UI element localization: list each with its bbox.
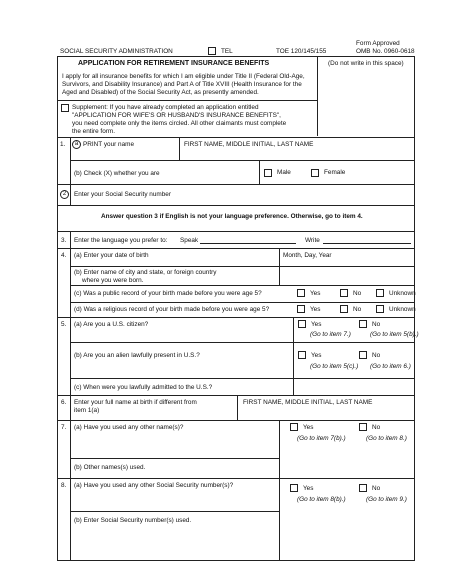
q4c-rule [70,302,414,303]
q5b-yes-checkbox[interactable] [298,351,306,359]
q5b-no-checkbox[interactable] [359,351,367,359]
supplement-checkbox[interactable] [61,104,69,112]
intro-line-2: Survivors, and Disability Insurance) and Part A of Title XVIII (Health Insurance for the [62,81,302,88]
female-checkbox[interactable] [311,169,319,177]
q8a-yes-checkbox[interactable] [290,484,298,492]
supplement-line-4: the entire form. [72,128,115,135]
bottom-border [57,560,415,561]
male-checkbox[interactable] [264,169,272,177]
q4d-label: (d) Was a religious record of your birth made before you were age 5? [74,306,270,313]
intro-rule [57,100,317,101]
intro-line-1: I apply for all insurance benefits for which I am eligible under Title II (Federal Old-Age, [62,73,305,80]
q5a-no-label: No [372,321,381,328]
q5-rule [57,395,414,396]
q5a-rule [70,342,414,343]
q4-rule [57,317,414,318]
supplement-line-1: Supplement: If you have already completed an application entitled [72,104,259,111]
q5a-yes-goto: (Go to item 7.) [310,331,351,338]
q1a-circle: a [72,140,81,149]
q1b-label: (b) Check (X) whether you are [74,170,160,177]
female-label: Female [324,169,346,176]
admin-box-divider [317,56,318,136]
q5-divider [293,317,294,395]
write-line[interactable] [323,243,411,244]
q8a-label: (a) Have you used any other Social Security number(s)? [74,482,234,489]
q3-number: 3. [61,237,67,244]
q4a-label: (a) Enter your date of birth [74,252,149,259]
q4c-unknown-checkbox[interactable] [376,289,384,297]
q7a-yes-label: Yes [303,424,314,431]
q5-number: 5. [61,321,67,328]
q6-label-1: Enter your full name at birth if different from [74,399,197,406]
q4d-unknown-checkbox[interactable] [376,305,384,313]
q4d-no-checkbox[interactable] [340,305,348,313]
q4c-label: (c) Was a public record of your birth made before you were age 5? [74,290,262,297]
q3-rule [57,248,414,249]
num-col-1 [70,137,71,205]
q4d-no-label: No [353,306,362,313]
q8a-rule [70,511,279,512]
q5a-label: (a) Are you a U.S. citizen? [74,321,149,328]
q5b-yes-label: Yes [311,352,322,359]
q4c-yes-label: Yes [310,290,321,297]
q8a-no-goto: (Go to item 9.) [366,496,407,503]
q8a-no-label: No [372,485,381,492]
form-approved-label: Form Approved [356,40,400,47]
language-note: Answer question 3 if English is not your language preference. Otherwise, go to item 4. [101,213,363,220]
speak-line[interactable] [200,243,296,244]
q6-divider [237,395,238,420]
tel-checkbox[interactable] [208,47,216,55]
omb-number: OMB No. 0960-0618 [356,48,415,55]
q7a-no-checkbox[interactable] [359,423,367,431]
supplement-line-3: you need complete only the items circled. All other claimants must complete [72,120,287,127]
q2-circle: 2 [60,190,69,199]
q1a-label: PRINT your name [83,141,135,148]
q7a-rule [70,458,279,459]
q4d-yes-checkbox[interactable] [297,305,305,313]
q4b-rule [70,285,414,286]
q7a-yes-checkbox[interactable] [290,423,298,431]
q4c-no-checkbox[interactable] [340,289,348,297]
q7a-no-label: No [372,424,381,431]
q4c-unknown-label: Unknown [389,290,416,297]
q7-rule [57,478,414,479]
q4a-format: Month, Day, Year [283,252,332,259]
q5a-no-checkbox[interactable] [359,320,367,328]
header-rule [57,56,414,57]
q3-write-label: Write [305,237,320,244]
q4d-yes-label: Yes [310,306,321,313]
intro-line-3: Aged and Disabled) of the Social Security Act, as presently amended. [62,89,259,96]
q5b-label: (b) Are you an alien lawfully present in U.S.? [74,352,200,359]
q8b-label: (b) Enter Social Security number(s) used. [74,517,192,524]
q4-number: 4. [61,252,67,259]
q8a-no-checkbox[interactable] [359,484,367,492]
q8a-yes-label: Yes [303,485,314,492]
q5a-yes-checkbox[interactable] [298,320,306,328]
q7a-no-goto: (Go to item 8.) [366,435,407,442]
q5c-label: (c) When were you lawfully admitted to the U.S.? [74,384,213,391]
q5b-no-goto: (Go to item 6.) [370,363,411,370]
q1-rule [57,184,414,185]
supplement-line-2: "APPLICATION FOR WIFE'S OR HUSBAND'S INSURANCE BENEFITS", [72,112,281,119]
q5b-rule [70,378,414,379]
q5a-no-goto: (Go to item 5(b).) [370,331,419,338]
q1b-divider [259,160,260,184]
agency-name: SOCIAL SECURITY ADMINISTRATION [60,48,173,55]
q2-label: Enter your Social Security number [74,191,171,198]
section-rule-1 [57,137,414,138]
q6-rule [57,420,414,421]
note-rule [57,231,414,232]
q2-rule [57,205,414,206]
q5a-yes-label: Yes [311,321,322,328]
q8a-yes-goto: (Go to item 8(b).) [297,496,346,503]
q6-name-columns: FIRST NAME, MIDDLE INITIAL, LAST NAME [243,399,373,406]
q1-name-columns: FIRST NAME, MIDDLE INITIAL, LAST NAME [184,141,314,148]
tel-label: TEL [221,48,233,55]
q8-number: 8. [61,482,67,489]
q4c-yes-checkbox[interactable] [297,289,305,297]
q7-8-divider [279,420,280,560]
q4a-rule [70,266,414,267]
q7a-yes-goto: (Go to item 7(b).) [297,435,346,442]
form-title: APPLICATION FOR RETIREMENT INSURANCE BENEFITS [78,60,270,67]
q1-divider [179,137,180,160]
left-border [57,56,58,560]
q5b-no-label: No [372,352,381,359]
do-not-write-note: (Do not write in this space) [328,60,404,67]
q1a-rule [70,160,414,161]
q3-speak-label: Speak [180,237,199,244]
q4c-no-label: No [353,290,362,297]
q4b-label-2: where you were born. [82,277,144,284]
q7b-label: (b) Other names(s) used. [74,464,146,471]
q4b-label-1: (b) Enter name of city and state, or foreign country [74,269,217,276]
q6-label-2: item 1(a) [74,407,100,414]
male-label: Male [277,169,291,176]
q7a-label: (a) Have you used any other name(s)? [74,424,184,431]
q3-label: Enter the language you prefer to: [74,237,168,244]
q1-number: 1. [60,141,66,148]
q5b-yes-goto: (Go to item 5(c).) [310,363,359,370]
form-number: TOE 120/145/155 [276,48,327,55]
q7-number: 7. [61,424,67,431]
q4d-unknown-label: Unknown [389,306,416,313]
q6-number: 6. [61,399,67,406]
